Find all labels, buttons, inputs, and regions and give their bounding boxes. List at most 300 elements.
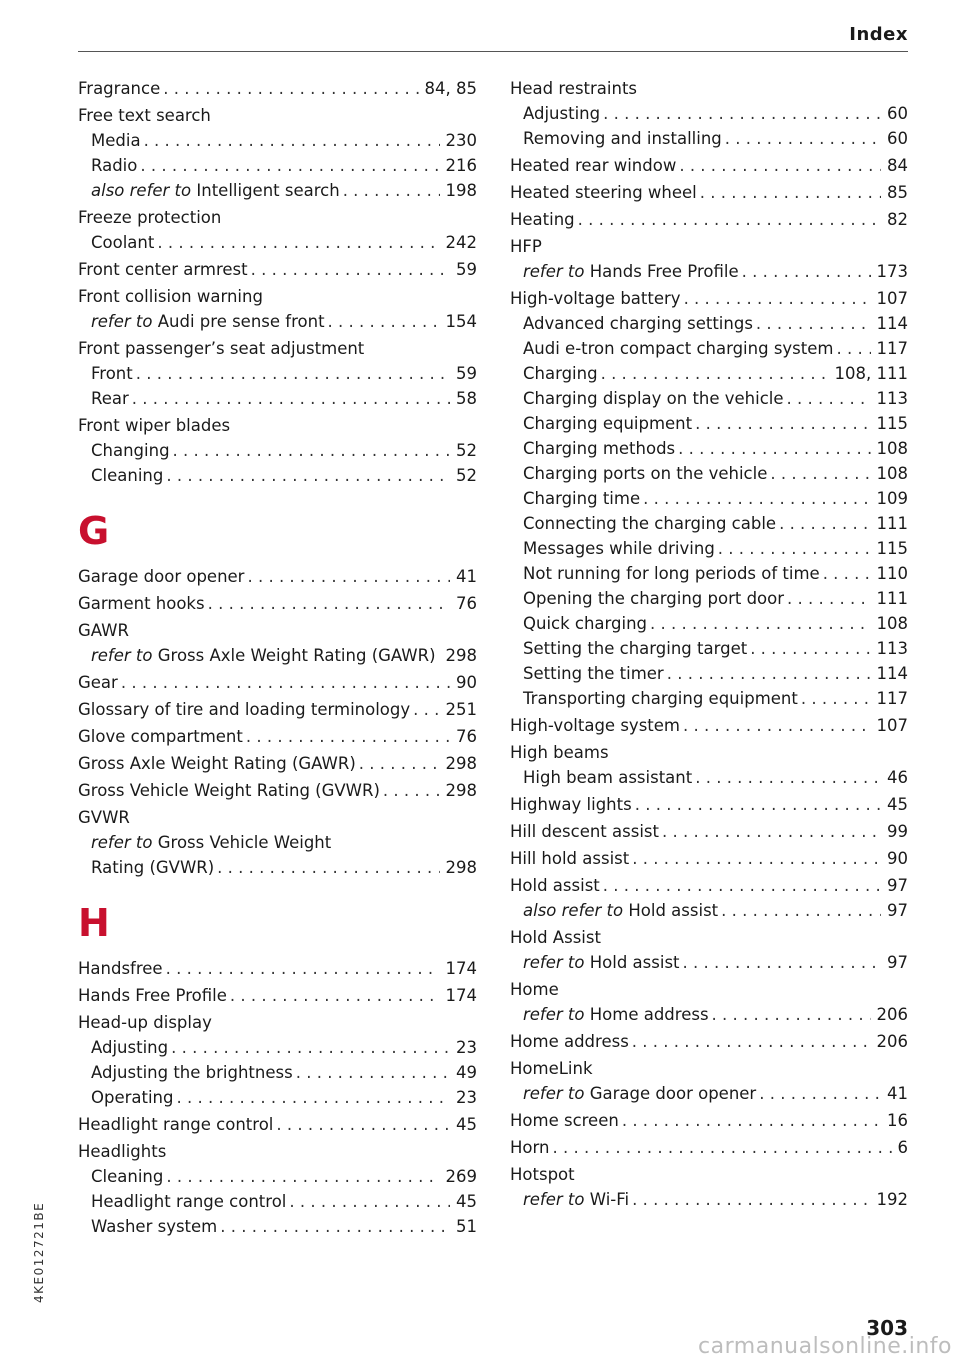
index-entry <box>510 873 908 898</box>
entry-term: Changing <box>91 441 170 460</box>
index-subentry <box>510 765 908 790</box>
index-entry <box>510 977 908 1002</box>
entry-term: Adjusting <box>91 1038 169 1057</box>
dot-leader <box>700 180 881 205</box>
index-subentry <box>510 898 908 923</box>
entry-term: Charging equipment <box>523 414 693 433</box>
index-entry <box>78 413 477 438</box>
dot-leader <box>177 1085 451 1110</box>
entry-page-number: 41 <box>456 567 477 586</box>
entry-page-number: 45 <box>456 1115 477 1134</box>
entry-page-number: 269 <box>445 1167 477 1186</box>
entry-label <box>78 591 205 616</box>
entry-term: Head restraints <box>510 79 638 98</box>
entry-page-number: 45 <box>887 795 908 814</box>
entry-term: Not running for long periods of time <box>523 564 820 583</box>
entry-term: Cleaning <box>91 466 164 485</box>
entry-page-number: 298 <box>445 858 477 877</box>
dot-leader <box>383 778 440 803</box>
entry-page-number: 49 <box>456 1063 477 1082</box>
entry-page-number: 107 <box>876 716 908 735</box>
index-entry <box>78 751 477 776</box>
index-subentry <box>78 230 477 255</box>
index-entry <box>78 103 477 128</box>
dot-leader <box>413 697 439 722</box>
dot-leader <box>667 661 871 686</box>
entry-page-number: 115 <box>876 539 908 558</box>
entry-label <box>523 1187 629 1212</box>
page-number: 303 <box>866 1316 908 1340</box>
entry-term: Hold Assist <box>510 928 601 947</box>
entry-label <box>78 751 356 776</box>
entry-term: Handsfree <box>78 959 163 978</box>
entry-term: Front center armrest <box>78 260 248 279</box>
entry-label <box>91 1164 163 1189</box>
index-subentry <box>510 686 908 711</box>
entry-term: Garment hooks <box>78 594 205 613</box>
entry-term: Free text search <box>78 106 211 125</box>
entry-label <box>510 1162 575 1187</box>
index-subentry <box>510 386 908 411</box>
entry-label <box>510 1029 629 1054</box>
entry-page-number: 82 <box>887 210 908 229</box>
entry-term: Opening the charging port door <box>523 589 785 608</box>
entry-label <box>78 805 130 830</box>
entry-cross-reference: refer to <box>523 953 585 972</box>
entry-label <box>523 436 675 461</box>
entry-term: Garage door opener <box>78 567 245 586</box>
entry-term: Headlight range control <box>91 1192 287 1211</box>
entry-label <box>91 361 133 386</box>
entry-label <box>510 234 542 259</box>
entry-page-number: 108 <box>876 614 908 633</box>
entry-page-number: 97 <box>887 953 908 972</box>
index-entry <box>78 1139 477 1164</box>
index-column-right <box>510 76 908 1212</box>
entry-term: Head-up display <box>78 1013 212 1032</box>
entry-term: Front <box>91 364 133 383</box>
index-entry <box>78 724 477 749</box>
dot-leader <box>552 1135 891 1160</box>
entry-label <box>523 461 767 486</box>
dot-leader <box>683 713 871 738</box>
index-subentry <box>510 950 908 975</box>
entry-term: Hold assist <box>589 953 680 972</box>
entry-label <box>510 819 659 844</box>
dot-leader <box>635 792 881 817</box>
dot-leader <box>679 153 881 178</box>
entry-term: Adjusting the brightness <box>91 1063 293 1082</box>
entry-cross-reference: also refer to <box>523 901 624 920</box>
dot-leader <box>787 586 870 611</box>
index-entry <box>510 76 908 101</box>
entry-label <box>78 205 221 230</box>
entry-page-number: 59 <box>456 364 477 383</box>
entry-label <box>510 846 629 871</box>
entry-label <box>91 178 340 203</box>
entry-term: Gross Axle Weight Rating (GAWR) <box>157 646 436 665</box>
index-entry <box>78 564 477 589</box>
entry-cross-reference: refer to <box>523 1084 585 1103</box>
watermark: carmanualsonline.info <box>698 1334 952 1359</box>
index-subentry <box>510 561 908 586</box>
dot-leader <box>695 765 881 790</box>
entry-term: Highway lights <box>510 795 632 814</box>
entry-label <box>510 1056 593 1081</box>
entry-page-number: 46 <box>887 768 908 787</box>
dot-leader <box>684 286 871 311</box>
entry-term: GAWR <box>78 621 129 640</box>
dot-leader <box>230 983 440 1008</box>
dot-leader <box>220 1214 450 1239</box>
dot-leader <box>359 751 440 776</box>
index-subentry <box>510 636 908 661</box>
dot-leader <box>173 438 450 463</box>
index-entry <box>510 740 908 765</box>
entry-page-number: 51 <box>456 1217 477 1236</box>
entry-term: Headlight range control <box>78 1115 274 1134</box>
entry-page-number: 115 <box>876 414 908 433</box>
dot-leader <box>632 1187 870 1212</box>
entry-label <box>78 1112 273 1137</box>
entry-page-number: 52 <box>456 441 477 460</box>
entry-label <box>523 561 820 586</box>
entry-page-number: 230 <box>445 131 477 150</box>
dot-leader <box>289 1189 450 1214</box>
entry-term: Freeze protection <box>78 208 222 227</box>
document-code: 4KE012721BE <box>32 1201 46 1303</box>
entry-term: Hold assist <box>510 876 600 895</box>
entry-term: Quick charging <box>523 614 648 633</box>
index-entry <box>78 284 477 309</box>
entry-label <box>523 126 722 151</box>
entry-label <box>91 309 325 334</box>
entry-page-number: 60 <box>887 104 908 123</box>
index-entry <box>78 956 477 981</box>
entry-label <box>523 536 715 561</box>
dot-leader <box>742 259 871 284</box>
entry-label <box>523 336 833 361</box>
entry-label <box>78 778 380 803</box>
dot-leader <box>718 536 871 561</box>
entry-label <box>91 153 137 178</box>
index-section-letter: H <box>78 901 110 945</box>
entry-page-number: 97 <box>887 876 908 895</box>
entry-page-number: 174 <box>445 959 477 978</box>
entry-term: Glove compartment <box>78 727 243 746</box>
index-subentry <box>78 178 477 203</box>
dot-leader <box>823 561 871 586</box>
entry-page-number: 111 <box>876 514 908 533</box>
dot-leader <box>632 1029 871 1054</box>
index-column-left <box>78 76 477 1239</box>
index-entry <box>78 618 477 643</box>
dot-leader <box>246 724 450 749</box>
entry-label <box>78 724 243 749</box>
index-entry <box>510 180 908 205</box>
entry-term: HFP <box>510 237 542 256</box>
entry-term: Hands Free Profile <box>78 986 227 1005</box>
index-entry <box>510 846 908 871</box>
index-entry <box>510 1162 908 1187</box>
dot-leader <box>770 461 870 486</box>
entry-label <box>91 386 129 411</box>
entry-label <box>523 661 664 686</box>
entry-label <box>78 697 410 722</box>
dot-leader <box>601 361 829 386</box>
index-subentry <box>510 311 908 336</box>
entry-term: Intelligent search <box>196 181 340 200</box>
index-entry <box>510 1135 908 1160</box>
entry-term: High-voltage system <box>510 716 680 735</box>
entry-term: Gross Axle Weight Rating (GAWR) <box>78 754 356 773</box>
index-subentry <box>510 511 908 536</box>
entry-page-number: 298 <box>445 754 477 773</box>
entry-label <box>91 1060 293 1085</box>
entry-page-number: 173 <box>876 262 908 281</box>
entry-term: Messages while driving <box>523 539 715 558</box>
entry-term: Hill hold assist <box>510 849 630 868</box>
index-entry <box>510 1029 908 1054</box>
dot-leader <box>132 386 450 411</box>
entry-page-number: 60 <box>887 129 908 148</box>
entry-term: High-voltage battery <box>510 289 681 308</box>
dot-leader <box>721 898 881 923</box>
entry-page-number: 45 <box>456 1192 477 1211</box>
entry-cross-reference: refer to <box>91 312 153 331</box>
index-subentry <box>78 1164 477 1189</box>
entry-label <box>91 855 214 880</box>
entry-page-number: 6 <box>897 1138 908 1157</box>
dot-leader <box>801 686 871 711</box>
entry-label <box>91 463 163 488</box>
entry-label <box>523 511 776 536</box>
entry-page-number: 154 <box>445 312 477 331</box>
entry-term: Hands Free Profile <box>589 262 739 281</box>
entry-page-number: 206 <box>876 1005 908 1024</box>
entry-page-number: 41 <box>887 1084 908 1103</box>
entry-term: Charging ports on the vehicle <box>523 464 768 483</box>
entry-term: Wi-Fi <box>589 1190 630 1209</box>
entry-label <box>523 636 747 661</box>
dot-leader <box>836 336 870 361</box>
index-entry <box>78 1010 477 1035</box>
entry-label <box>78 1010 212 1035</box>
entry-term: Gross Vehicle Weight Rating (GVWR) <box>78 781 380 800</box>
entry-term: Removing and installing <box>523 129 722 148</box>
entry-page-number: 109 <box>876 489 908 508</box>
entry-label <box>510 180 697 205</box>
dot-leader <box>695 411 870 436</box>
entry-page-number: 117 <box>876 339 908 358</box>
index-entry <box>510 286 908 311</box>
entry-term: Hold assist <box>628 901 719 920</box>
dot-leader <box>328 309 440 334</box>
index-subentry <box>78 128 477 153</box>
entry-page-number: 85 <box>887 183 908 202</box>
entry-cross-reference: refer to <box>523 1005 585 1024</box>
entry-term: Charging display on the vehicle <box>523 389 784 408</box>
dot-leader <box>166 463 450 488</box>
index-subentry <box>78 1035 477 1060</box>
dot-leader <box>750 636 870 661</box>
index-entry <box>510 234 908 259</box>
entry-term: High beam assistant <box>523 768 693 787</box>
index-entry <box>510 925 908 950</box>
index-entry <box>510 1056 908 1081</box>
entry-term: Home address <box>510 1032 629 1051</box>
index-subentry <box>510 486 908 511</box>
entry-label <box>523 411 692 436</box>
entry-label <box>523 386 784 411</box>
entry-page-number: 107 <box>876 289 908 308</box>
dot-leader <box>276 1112 450 1137</box>
index-subentry <box>78 1060 477 1085</box>
entry-label <box>523 686 798 711</box>
page-header-title: Index <box>849 24 908 45</box>
index-entry <box>510 207 908 232</box>
entry-label <box>510 1135 549 1160</box>
dot-leader <box>157 230 439 255</box>
index-subentry <box>510 1187 908 1212</box>
entry-term: Headlights <box>78 1142 167 1161</box>
dot-leader <box>343 178 440 203</box>
dot-leader <box>603 101 881 126</box>
dot-leader <box>779 511 870 536</box>
index-subentry <box>78 1085 477 1110</box>
entry-label <box>78 1139 166 1164</box>
index-section-letter: G <box>78 509 110 553</box>
entry-label <box>91 1214 217 1239</box>
entry-term: Front passenger’s seat adjustment <box>78 339 365 358</box>
index-subentry <box>510 336 908 361</box>
entry-cross-reference: refer to <box>523 262 585 281</box>
entry-page-number: 59 <box>456 260 477 279</box>
entry-label <box>510 977 559 1002</box>
dot-leader <box>643 486 870 511</box>
entry-page-number: 108 <box>876 439 908 458</box>
index-subentry <box>78 463 477 488</box>
entry-term: Hill descent assist <box>510 822 659 841</box>
entry-page-number: 99 <box>887 822 908 841</box>
entry-label <box>91 128 141 153</box>
entry-term: Home screen <box>510 1111 619 1130</box>
index-subentry <box>78 643 477 668</box>
dot-leader <box>622 1108 881 1133</box>
dot-leader <box>166 956 440 981</box>
entry-term: Rating (GVWR) <box>91 858 215 877</box>
entry-label <box>78 564 244 589</box>
entry-label <box>510 207 575 232</box>
entry-label <box>510 925 601 950</box>
entry-page-number: 298 <box>445 781 477 800</box>
index-subentry <box>510 611 908 636</box>
entry-label <box>523 259 739 284</box>
entry-term: Heating <box>510 210 575 229</box>
entry-term: Audi pre sense front <box>157 312 325 331</box>
entry-label <box>523 1002 709 1027</box>
entry-page-number: 52 <box>456 466 477 485</box>
entry-page-number: 113 <box>876 389 908 408</box>
entry-term: Washer system <box>91 1217 218 1236</box>
entry-page-number: 90 <box>456 673 477 692</box>
entry-term: Media <box>91 131 141 150</box>
entry-label <box>523 950 680 975</box>
entry-term: Heated rear window <box>510 156 677 175</box>
entry-label <box>78 284 263 309</box>
entry-page-number: 90 <box>887 849 908 868</box>
entry-term: Hotspot <box>510 1165 575 1184</box>
entry-page-number: 216 <box>445 156 477 175</box>
entry-term: Adjusting <box>523 104 601 123</box>
entry-page-number: 298 <box>445 646 477 665</box>
entry-cross-reference: refer to <box>523 1190 585 1209</box>
dot-leader <box>683 950 881 975</box>
dot-leader <box>296 1060 450 1085</box>
entry-cross-reference: refer to <box>91 833 153 852</box>
entry-label <box>523 898 718 923</box>
index-entry <box>78 697 477 722</box>
dot-leader <box>759 1081 881 1106</box>
entry-page-number: 111 <box>876 589 908 608</box>
entry-label <box>91 643 436 668</box>
index-entry <box>510 1108 908 1133</box>
index-entry <box>510 153 908 178</box>
index-subentry <box>78 830 477 855</box>
entry-page-number: 108, 111 <box>834 364 908 383</box>
index-subentry <box>78 1189 477 1214</box>
dot-leader <box>439 643 440 668</box>
dot-leader <box>171 1035 450 1060</box>
dot-leader <box>217 855 439 880</box>
dot-leader <box>144 128 440 153</box>
entry-term: Charging methods <box>523 439 676 458</box>
entry-term: Front wiper blades <box>78 416 231 435</box>
entry-label <box>78 103 211 128</box>
entry-page-number: 206 <box>876 1032 908 1051</box>
index-subentry <box>78 361 477 386</box>
entry-label <box>523 586 784 611</box>
entry-page-number: 76 <box>456 727 477 746</box>
entry-label <box>510 76 637 101</box>
dot-leader <box>712 1002 871 1027</box>
entry-label <box>510 286 681 311</box>
index-entry <box>78 1112 477 1137</box>
entry-term: Heated steering wheel <box>510 183 697 202</box>
entry-page-number: 114 <box>876 664 908 683</box>
dot-leader <box>578 207 881 232</box>
index-entry <box>78 205 477 230</box>
index-entry <box>510 713 908 738</box>
entry-page-number: 84, 85 <box>424 79 477 98</box>
index-subentry <box>510 126 908 151</box>
dot-leader <box>678 436 870 461</box>
entry-term: Setting the charging target <box>523 639 748 658</box>
entry-page-number: 117 <box>876 689 908 708</box>
index-entry <box>78 336 477 361</box>
index-subentry <box>510 436 908 461</box>
entry-term: HomeLink <box>510 1059 593 1078</box>
entry-term: Home address <box>589 1005 709 1024</box>
entry-term: Setting the timer <box>523 664 664 683</box>
entry-term: Charging <box>523 364 598 383</box>
entry-page-number: 114 <box>876 314 908 333</box>
entry-cross-reference: refer to <box>91 646 153 665</box>
entry-page-number: 174 <box>445 986 477 1005</box>
dot-leader <box>603 873 881 898</box>
entry-label <box>510 1108 619 1133</box>
dot-leader <box>662 819 881 844</box>
